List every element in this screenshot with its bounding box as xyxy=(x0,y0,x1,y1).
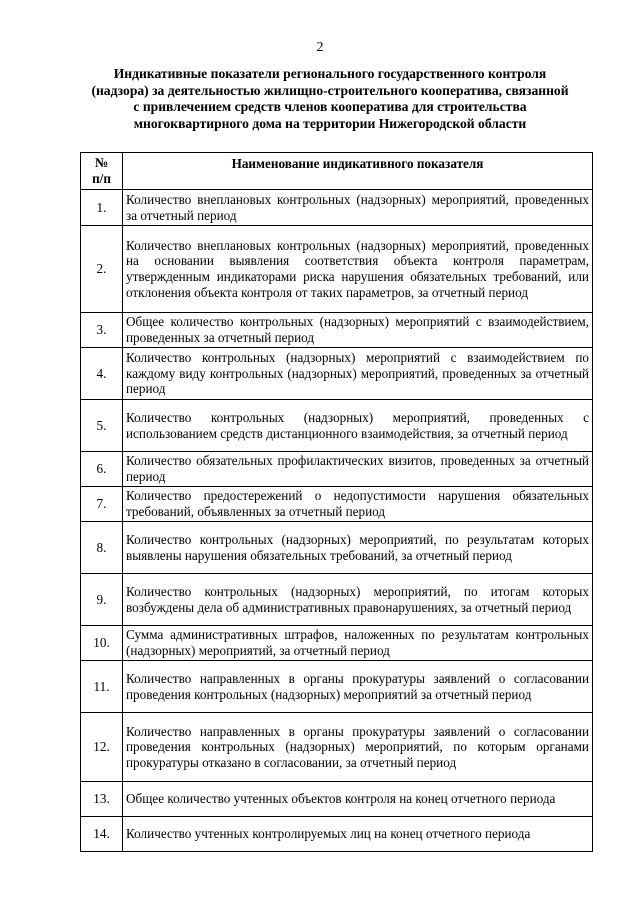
row-indicator-name: Количество контрольных (надзорных) мероприятий, проведенных с использованием средств дистанционного взаимодействия, за отчетный период xyxy=(123,400,593,452)
row-number: 10. xyxy=(81,626,123,661)
row-indicator-name: Общее количество контрольных (надзорных) мероприятий с взаимодействием, проведенных за отчетный период xyxy=(123,313,593,348)
row-indicator-name: Сумма административных штрафов, наложенных по результатам контрольных (надзорных) мероприятий, за отчетный период xyxy=(123,626,593,661)
column-header-name: Наименование индикативного показателя xyxy=(123,153,593,190)
row-number: 3. xyxy=(81,313,123,348)
row-number: 13. xyxy=(81,782,123,817)
document-title-line: с привлечением средств членов кооператива для строительства xyxy=(133,99,527,114)
row-number: 8. xyxy=(81,522,123,574)
row-number: 4. xyxy=(81,348,123,400)
table-header-row xyxy=(81,153,593,190)
row-number: 6. xyxy=(81,452,123,487)
document-title-line: (надзора) за деятельностью жилищно-строительного кооператива, связанной xyxy=(91,82,569,98)
row-indicator-name: Количество контрольных (надзорных) мероприятий, по результатам которых выявлены нарушения обязательных требований, за отчетный период xyxy=(123,522,593,574)
row-indicator-name: Количество контрольных (надзорных) мероприятий, по итогам которых возбуждены дела об административных правонарушениях, за отчетный период xyxy=(123,574,593,626)
row-indicator-name: Количество внеплановых контрольных (надзорных) мероприятий, проведенных на основании выявления соответствия объекта контроля параметрам, утвержденным индикаторами риска нарушения обязательных требований, или отклонения объекта контроля от таких параметров, за отчетный период xyxy=(123,226,593,313)
row-number: 9. xyxy=(81,574,123,626)
row-indicator-name: Количество предостережений о недопустимости нарушения обязательных требований, объявленных за отчетный период xyxy=(123,487,593,522)
row-indicator-name: Количество направленных в органы прокуратуры заявлений о согласовании проведения контрольных (надзорных) мероприятий за отчетный период xyxy=(123,661,593,713)
table-row xyxy=(81,626,593,661)
row-indicator-name: Количество внеплановых контрольных (надзорных) мероприятий, проведенных за отчетный период xyxy=(123,190,593,226)
document-title-line: Индикативные показатели регионального государственного контроля xyxy=(113,66,547,81)
row-number: 2. xyxy=(81,226,123,313)
document-title-line: многоквартирного дома на территории Нижегородской области xyxy=(133,115,527,131)
indicators-table xyxy=(80,152,593,852)
row-number: 12. xyxy=(81,713,123,782)
row-indicator-name: Количество контрольных (надзорных) мероприятий с взаимодействием по каждому виду контрольных (надзорных) мероприятий, проведенных за отчетный период xyxy=(123,348,593,400)
table-row xyxy=(81,226,593,313)
table-row xyxy=(81,348,593,400)
table-row xyxy=(81,782,593,817)
table-row xyxy=(81,400,593,452)
row-number: 7. xyxy=(81,487,123,522)
row-indicator-name: Общее количество учтенных объектов контроля на конец отчетного периода xyxy=(123,782,593,817)
table-row xyxy=(81,313,593,348)
table-row xyxy=(81,452,593,487)
column-header-number-line: № xyxy=(94,155,109,170)
table-row xyxy=(81,522,593,574)
document-title xyxy=(70,66,590,132)
row-number: 1. xyxy=(81,190,123,226)
table-row xyxy=(81,574,593,626)
row-indicator-name: Количество направленных в органы прокуратуры заявлений о согласовании проведения контрольных (надзорных) мероприятий, по которым органами прокуратуры отказано в согласовании, за отчетный период xyxy=(123,713,593,782)
row-number: 5. xyxy=(81,400,123,452)
table-row xyxy=(81,487,593,522)
table-row xyxy=(81,661,593,713)
row-number: 11. xyxy=(81,661,123,713)
column-header-number xyxy=(81,153,123,190)
page-number: 2 xyxy=(316,40,324,55)
row-indicator-name: Количество учтенных контролируемых лиц на конец отчетного периода xyxy=(123,817,593,852)
row-number: 14. xyxy=(81,817,123,852)
table-row xyxy=(81,190,593,226)
table-row xyxy=(81,817,593,852)
table-row xyxy=(81,713,593,782)
column-header-number-line: п/п xyxy=(92,171,111,186)
row-indicator-name: Количество обязательных профилактических визитов, проведенных за отчетный период xyxy=(123,452,593,487)
